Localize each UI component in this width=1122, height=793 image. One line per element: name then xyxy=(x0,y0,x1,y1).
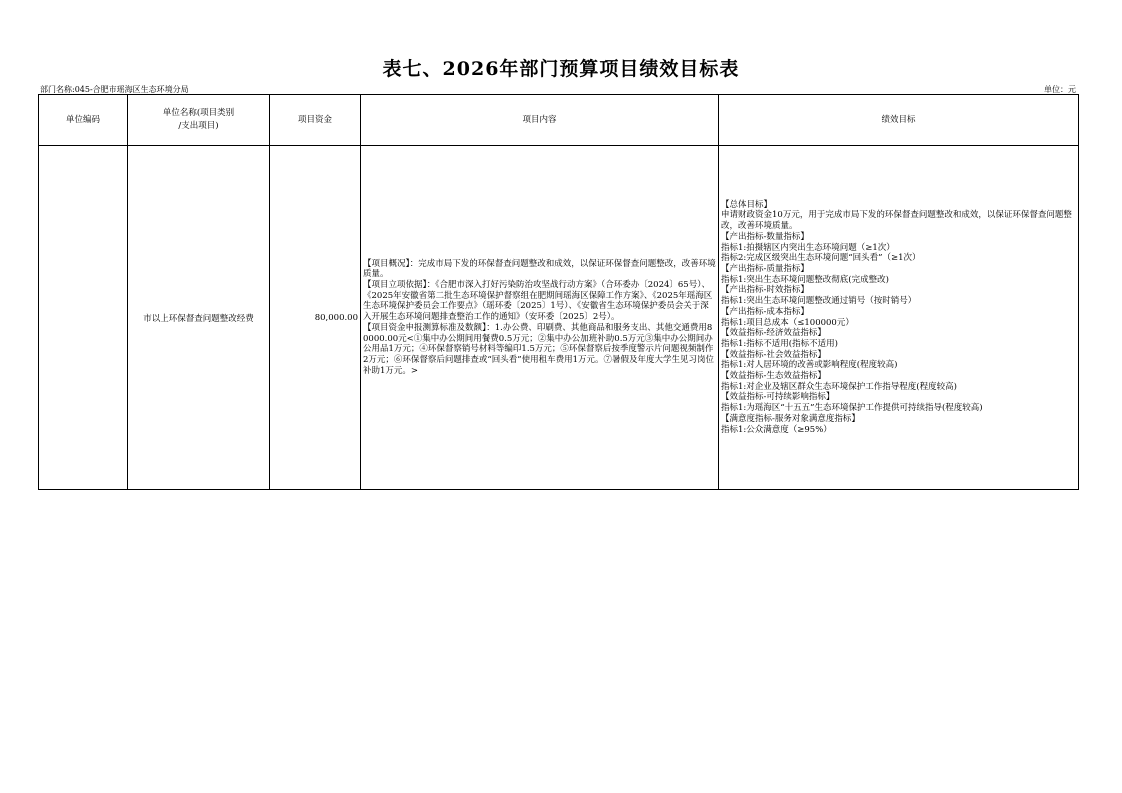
cell-performance-goals: 【总体目标】 申请财政资金10万元，用于完成市局下发的环保督查问题整改和成效，以保证环保督查问题整改，改善环境质量。 【产出指标-数量指标】 指标1:拍摄辖区内突出生态环境问题（≥1次） 指标2:完成区级突出生态环境问题“回头看”（≥1次） 【产出指标-质量指标】 指标1:突出生态环境问题整改彻底(完成整改) 【产出指标-时效指标】 指标1:突出生态环境问题整改通过销号（按时销号） 【产出指标-成本指标】 指标1:项目总成本（≤100000元） 【效益指标-经济效益指标】 指标1:指标不适用(指标不适用) 【效益指标-社会效益指标】 指标1:对人居环境的改善或影响程度(程度较高) 【效益指标-生态效益指标】 指标1:对企业及辖区群众生态环境保护工作指导程度(程度较高) 【效益指标-可持续影响指标】 指标1:为瑶海区“十五五”生态环境保护工作提供可持续指导(程度较高) 【满意度指标-服务对象满意度指标】 指标1:公众满意度（≥95%） xyxy=(719,146,1079,490)
cell-project-funds: 80,000.00 xyxy=(270,146,361,490)
header-unit-name-line1: 单位名称(项目类别 xyxy=(162,108,235,118)
header-unit-code: 单位编码 xyxy=(39,95,128,146)
header-performance-goals: 绩效目标 xyxy=(719,95,1079,146)
cell-unit-name: 市以上环保督查问题整改经费 xyxy=(128,146,270,490)
performance-table xyxy=(38,94,1079,490)
page-title: 表七、2026年部门预算项目绩效目标表 xyxy=(382,58,740,80)
header-project-funds: 项目资金 xyxy=(270,95,361,146)
unit-label: 单位：元 xyxy=(1044,85,1076,94)
table-row xyxy=(39,146,1079,490)
department-label: 部门名称:045-合肥市瑶海区生态环境分局 xyxy=(40,85,189,94)
table-header-row xyxy=(39,95,1079,146)
header-project-content: 项目内容 xyxy=(361,95,719,146)
cell-unit-code xyxy=(39,146,128,490)
header-unit-name-line2: /支出项目) xyxy=(178,121,219,131)
header-unit-name xyxy=(128,95,270,146)
cell-project-content: 【项目概况】：完成市局下发的环保督查问题整改和成效，以保证环保督查问题整改，改善环境质量。 【项目立项依据】：《合肥市深入打好污染防治攻坚战行动方案》（合环委办〔2024〕65号）、《2025年安徽省第二批生态环境保护督察组在肥期间瑶海区保障工作方案》、《2025年瑶海区生态环境保护委员会工作要点》（瑶环委〔2025〕1号）、《安徽省生态环境保护委员会关于深入开展生态环境问题排查整治工作的通知》（安环委〔2025〕2号）。 【项目资金申报测算标准及数额】：1.办公费、印刷费、其他商品和服务支出、其他交通费用80000.00元<①集中办公期间用餐费0.5万元；②集中办公加班补助0.5万元③集中办公期间办公用品1万元；④环保督察销号材料等编印1.5万元；⑤环保督察后按季度警示片问题视频制作2万元；⑥环保督察后问题排查或“回头看”使用租车费用1万元。⑦暑假及年度大学生见习岗位补助1万元。> xyxy=(361,146,719,490)
